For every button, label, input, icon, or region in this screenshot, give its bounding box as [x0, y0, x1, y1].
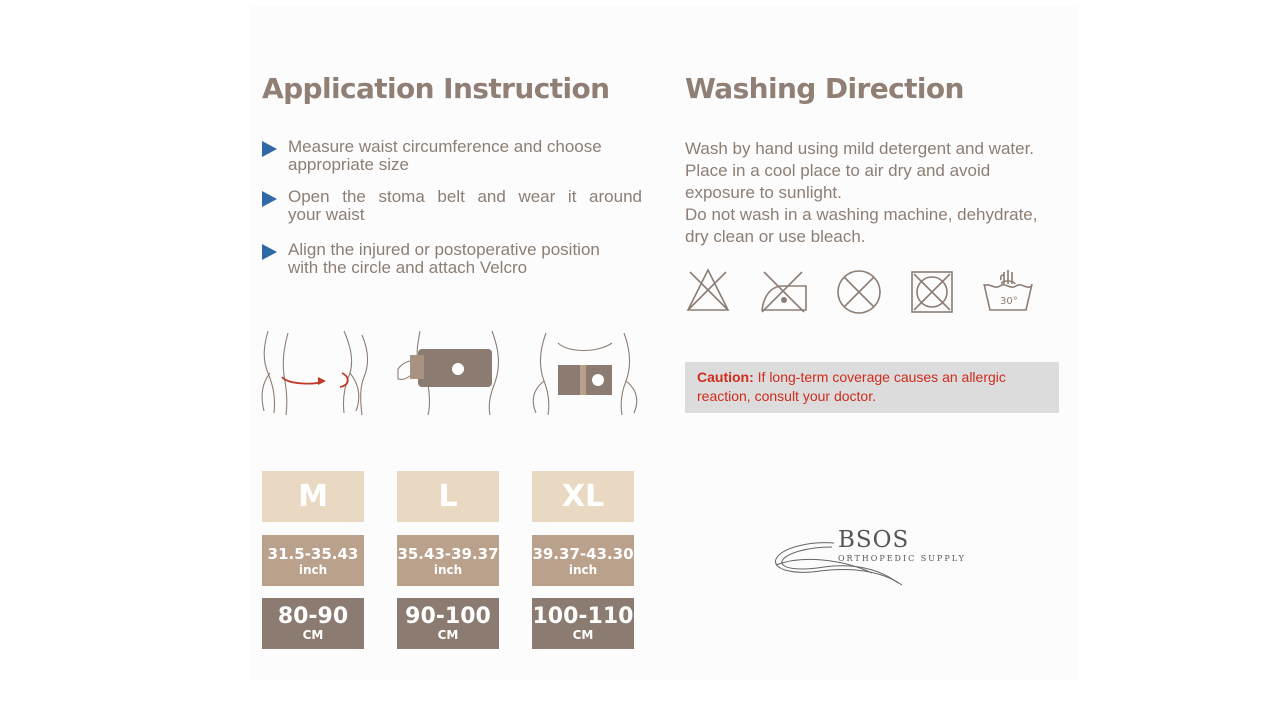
step-text-line: your waist — [288, 205, 365, 224]
cm-range-cell — [262, 598, 364, 649]
play-triangle-icon — [262, 141, 277, 157]
step-text-line: Measure waist circumference and choose — [288, 137, 602, 156]
no-dry-clean-icon — [835, 268, 883, 316]
application-instruction-heading: Application Instruction — [262, 72, 610, 105]
wash-line: exposure to sunlight. — [685, 183, 842, 202]
application-illustrations — [258, 325, 642, 417]
step-item — [262, 138, 642, 174]
step-item — [262, 188, 642, 224]
cm-range-value: 90-100 — [405, 604, 491, 629]
inch-unit: inch — [298, 562, 328, 577]
size-label-cell: XL — [532, 471, 634, 522]
wash-line: Place in a cool place to air dry and avoid — [685, 161, 991, 180]
play-triangle-icon — [262, 244, 277, 260]
inch-unit: inch — [568, 562, 598, 577]
size-label-cell: M — [262, 471, 364, 522]
no-bleach-icon — [684, 266, 732, 314]
caution-label: Caution: — [697, 369, 754, 385]
attach-velcro-figure — [528, 325, 644, 417]
step-text-line: Open the stoma belt and wear it around — [288, 187, 642, 206]
inch-range-value: 31.5-35.43 — [267, 544, 359, 563]
cm-unit: CM — [302, 628, 324, 642]
size-label-cell: L — [397, 471, 499, 522]
no-tumble-dry-icon — [908, 268, 956, 316]
step-text-line: appropriate size — [288, 155, 409, 174]
inch-range-cell — [397, 535, 499, 586]
brand-tagline: ORTHOPEDIC SUPPLY — [838, 554, 966, 563]
hand-wash-30-icon — [980, 266, 1036, 314]
measure-waist-figure — [258, 325, 374, 417]
wash-line: Wash by hand using mild detergent and water. — [685, 139, 1035, 158]
inch-range-cell — [262, 535, 364, 586]
cm-range-value: 100-110 — [532, 604, 634, 629]
bsos-logo — [772, 525, 972, 595]
step-text-line: with the circle and attach Velcro — [288, 258, 528, 277]
wear-belt-figure — [394, 325, 510, 417]
inch-unit: inch — [433, 562, 463, 577]
application-steps — [262, 138, 642, 291]
step-text-line: Align the injured or postoperative position — [288, 240, 600, 259]
step-item — [262, 241, 642, 277]
cm-range-cell — [532, 598, 634, 649]
inch-range-cell — [532, 535, 634, 586]
cm-range-cell — [397, 598, 499, 649]
brand-name: BSOS — [838, 527, 910, 553]
wash-line: dry clean or use bleach. — [685, 227, 866, 246]
washing-direction-heading: Washing Direction — [685, 72, 964, 105]
wash-temp-label: 30° — [1000, 296, 1018, 307]
wash-line: Do not wash in a washing machine, dehydrate, — [685, 205, 1038, 224]
inch-range-value: 39.37-43.30 — [532, 544, 634, 563]
no-iron-icon — [756, 266, 812, 314]
inch-range-value: 35.43-39.37 — [397, 544, 499, 563]
cm-range-value: 80-90 — [277, 604, 349, 629]
caution-text: If long-term coverage causes an allergic reaction, consult your doctor. — [697, 369, 1006, 404]
cm-unit: CM — [437, 628, 459, 642]
cm-unit: CM — [572, 628, 594, 642]
washing-instructions — [685, 138, 1065, 248]
caution-box — [685, 362, 1059, 413]
play-triangle-icon — [262, 191, 277, 207]
